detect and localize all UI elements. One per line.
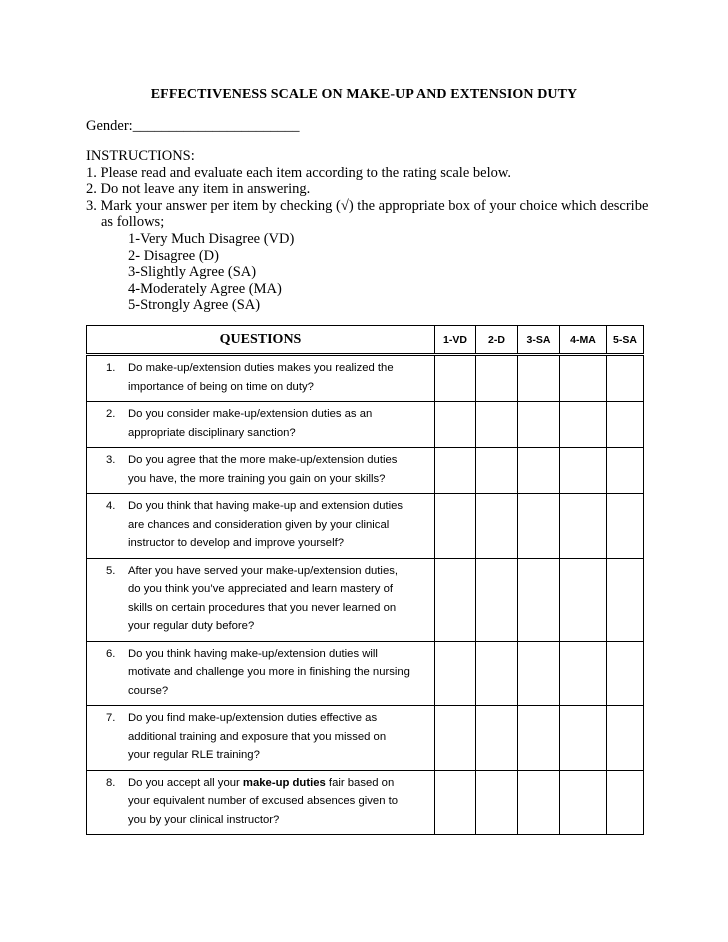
question-number: 6. [106, 647, 116, 660]
question-line: Do you think having make-up/extension duties will [128, 647, 378, 660]
question-text [87, 402, 434, 447]
question-line: your regular duty before? [128, 620, 255, 632]
rating-box-ma[interactable] [560, 641, 607, 706]
question-line: instructor to develop and improve yourself? [128, 537, 345, 549]
rating-box-d[interactable] [476, 355, 518, 402]
question-line: motivate and challenge you more in finishing the nursing [128, 666, 410, 678]
rating-box-d[interactable] [476, 448, 518, 494]
question-number: 4. [106, 500, 116, 512]
rating-box-strongly-agree[interactable] [607, 494, 644, 559]
question-line: After you have served your make-up/extension duties, [128, 564, 399, 577]
rating-header-ma: 4-MA [560, 326, 607, 355]
rating-box-vd[interactable] [435, 402, 476, 448]
rating-box-d[interactable] [476, 770, 518, 835]
instructions-heading: INSTRUCTIONS: [86, 148, 195, 164]
instruction-continuation: as follows; [101, 214, 165, 231]
gender-field[interactable]: Gender:_______________________ [86, 118, 300, 134]
question-line-part: Do you accept all your [128, 776, 243, 789]
question-line-part: fair based on [325, 776, 395, 789]
rating-box-d[interactable] [476, 494, 518, 559]
question-line: Do you find make-up/extension duties effective as [128, 712, 378, 724]
question-line: appropriate disciplinary sanction? [128, 426, 296, 439]
instruction-item-2: 2. Do not leave any item in answering. [86, 181, 311, 198]
scale-item-5: 5-Strongly Agree (SA) [128, 297, 261, 314]
rating-box-sa[interactable] [518, 770, 560, 835]
rating-header-d: 2-D [476, 326, 518, 355]
question-line: do you think you’ve appreciated and learn mastery of [128, 583, 394, 595]
question-line: Do make-up/extension duties makes you realized the [128, 362, 394, 374]
scale-item-3: 3-Slightly Agree (SA) [128, 264, 257, 281]
rating-box-ma[interactable] [560, 402, 607, 448]
question-cell [87, 448, 435, 494]
rating-box-ma[interactable] [560, 706, 607, 771]
question-cell [87, 402, 435, 448]
rating-box-d[interactable] [476, 558, 518, 641]
rating-box-vd[interactable] [435, 448, 476, 494]
question-line: skills on certain procedures that you never learned on [128, 601, 397, 614]
rating-box-vd[interactable] [435, 770, 476, 835]
question-number: 2. [106, 408, 116, 420]
scale-item-1: 1-Very Much Disagree (VD) [128, 230, 295, 247]
question-cell [87, 558, 435, 641]
question-cell [87, 641, 435, 706]
question-line: you by your clinical instructor? [128, 813, 280, 826]
question-cell [87, 706, 435, 771]
rating-box-strongly-agree[interactable] [607, 706, 644, 771]
question-line: importance of being on time on duty? [128, 380, 314, 393]
rating-box-strongly-agree[interactable] [607, 355, 644, 402]
rating-box-ma[interactable] [560, 558, 607, 641]
rating-header-vd: 1-VD [435, 326, 476, 355]
rating-header-strongly-agree: 5-SA [607, 326, 644, 355]
rating-box-strongly-agree[interactable] [607, 448, 644, 494]
question-line: additional training and exposure that you missed on [128, 730, 387, 743]
question-line: Do you think that having make-up and extension duties [128, 500, 404, 512]
rating-box-d[interactable] [476, 402, 518, 448]
rating-box-vd[interactable] [435, 641, 476, 706]
question-line: are chances and consideration given by your clinical [128, 518, 390, 531]
question-row-5 [87, 558, 644, 641]
question-text [87, 771, 434, 835]
scale-item-2: 2- Disagree (D) [128, 247, 219, 264]
document-title: EFFECTIVENESS SCALE ON MAKE-UP AND EXTENSION DUTY [150, 87, 578, 102]
question-text [87, 494, 434, 558]
question-number: 5. [106, 564, 116, 577]
rating-box-ma[interactable] [560, 494, 607, 559]
rating-box-vd[interactable] [435, 558, 476, 641]
question-cell [87, 770, 435, 835]
question-line: your regular RLE training? [128, 749, 260, 761]
question-line: Do you agree that the more make-up/extension duties [128, 454, 398, 466]
rating-box-d[interactable] [476, 706, 518, 771]
question-number: 3. [106, 454, 116, 466]
question-text [87, 356, 434, 401]
rating-box-strongly-agree[interactable] [607, 641, 644, 706]
question-text [87, 706, 434, 770]
rating-box-sa[interactable] [518, 448, 560, 494]
question-text [87, 448, 434, 493]
rating-box-sa[interactable] [518, 402, 560, 448]
rating-box-ma[interactable] [560, 355, 607, 402]
question-line: your equivalent number of excused absences given to [128, 795, 399, 807]
question-row-3 [87, 448, 644, 494]
question-row-2 [87, 402, 644, 448]
rating-box-sa[interactable] [518, 494, 560, 559]
rating-box-strongly-agree[interactable] [607, 770, 644, 835]
rating-box-sa[interactable] [518, 558, 560, 641]
rating-box-ma[interactable] [560, 448, 607, 494]
rating-box-vd[interactable] [435, 706, 476, 771]
question-number: 8. [106, 776, 116, 789]
question-row-6 [87, 641, 644, 706]
rating-header-sa: 3-SA [518, 326, 560, 355]
question-cell [87, 494, 435, 559]
question-text [87, 559, 434, 641]
table-header-row [87, 326, 644, 355]
question-row-7 [87, 706, 644, 771]
question-row-1 [87, 355, 644, 402]
question-bold-phrase: make-up duties [242, 776, 326, 789]
question-cell [87, 355, 435, 402]
instructions-block [86, 148, 686, 314]
rating-box-vd[interactable] [435, 355, 476, 402]
question-row-8 [87, 770, 644, 835]
question-number: 7. [106, 712, 116, 724]
question-number: 1. [106, 362, 116, 374]
rating-box-sa[interactable] [518, 355, 560, 402]
question-line: you have, the more training you gain on your skills? [128, 472, 386, 485]
instruction-item-1: 1. Please read and evaluate each item according to the rating scale below. [86, 164, 512, 181]
scale-item-4: 4-Moderately Agree (MA) [128, 280, 282, 297]
questions-table [86, 325, 644, 835]
question-row-4 [87, 494, 644, 559]
rating-box-ma[interactable] [560, 770, 607, 835]
rating-box-strongly-agree[interactable] [607, 402, 644, 448]
questions-header: QUESTIONS [87, 326, 435, 355]
rating-box-vd[interactable] [435, 494, 476, 559]
rating-box-d[interactable] [476, 641, 518, 706]
rating-box-sa[interactable] [518, 641, 560, 706]
rating-box-sa[interactable] [518, 706, 560, 771]
question-line: Do you consider make-up/extension duties as an [128, 408, 373, 420]
rating-box-strongly-agree[interactable] [607, 558, 644, 641]
instruction-item-3: 3. Mark your answer per item by checking (√) the appropriate box of your choice which describe [86, 197, 649, 214]
question-text [87, 642, 434, 706]
question-line: course? [128, 684, 169, 697]
